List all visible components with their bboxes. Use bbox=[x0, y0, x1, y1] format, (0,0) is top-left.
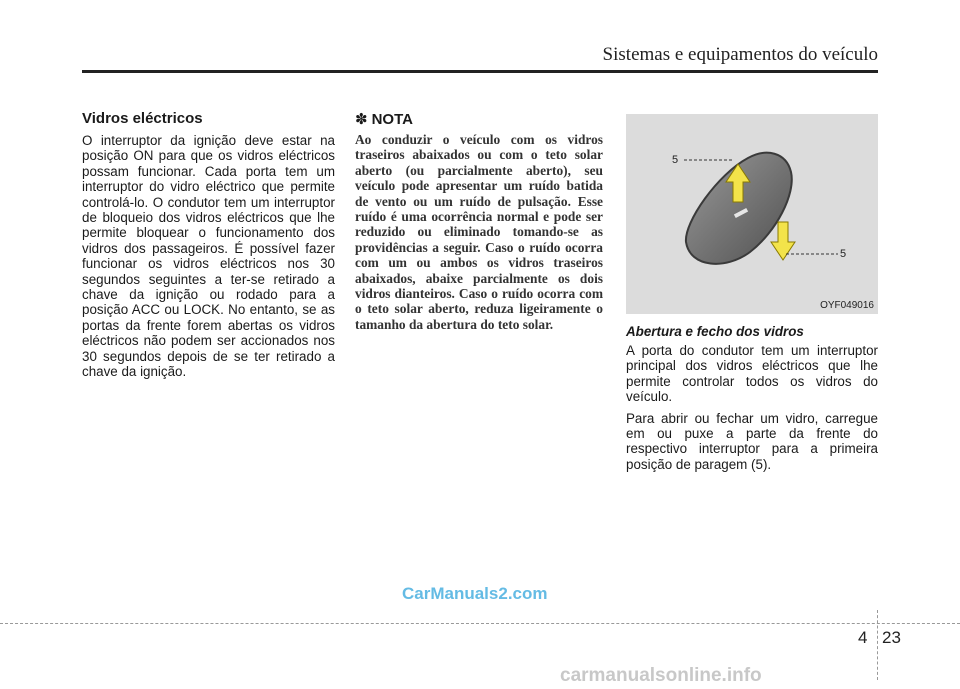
note-box bbox=[355, 110, 603, 332]
chapter-number: 4 bbox=[858, 628, 868, 647]
column-right bbox=[626, 112, 878, 478]
bottom-watermark: carmanualsonline.info bbox=[560, 665, 762, 686]
callout-bottom-label: 5 bbox=[840, 248, 847, 260]
note-text: Ao conduzir o veículo com os vidros traseiros abaixados ou com o teto solar aberto (ou parcialmente aberto), seu veículo pode apresentar um ruído batida de vento ou um ruído de pulsação. Esse ruído é uma ocorrência normal e pode ser reduzido ou eliminado tomando-se as providências a seguir. Caso o ruído ocorra com um ou ambos os vidros traseiros abaixados, abaixe parcialmente os dois vidros dianteiros. Caso o ruído ocorra com o teto solar aberto, reduza ligeiramente o tamanho da abertura do teto solar. bbox=[355, 132, 603, 332]
note-star-icon: ✽ bbox=[355, 111, 368, 128]
window-switch-figure bbox=[626, 114, 878, 314]
figure-code: OYF049016 bbox=[820, 300, 874, 311]
page-number: 23 bbox=[882, 628, 901, 647]
section-paragraph: O interruptor da ignição deve estar na posição ON para que os vidros eléctricos possam funcionar. Cada porta tem um interruptor do vidro eléctrico que permite controlá-lo. O condutor tem um interruptor de bloqueio dos vidros eléctricos que lhe permite bloquear o funcionamento dos vidros dos passageiros. É possível fazer funcionar os vidros eléctricos nos 30 segundos seguintes a ter-se retirado a chave da ignição ou rodado para a posição ACC ou LOCK. No entanto, se as portas da frente forem abertas os vidros eléctricos não podem ser accionados nos 30 segundos depois de se ter retirado a chave da ignição. bbox=[82, 133, 335, 380]
page-header-title: Sistemas e equipamentos do veículo bbox=[602, 44, 878, 65]
note-heading bbox=[355, 110, 603, 128]
subsection-paragraph-2: Para abrir ou fechar um vidro, carregue em ou puxe a parte da frente do respectivo interruptor para a primeira posição de paragem (5). bbox=[626, 410, 878, 472]
subsection-heading: Abertura e fecho dos vidros bbox=[626, 324, 804, 339]
footer-rule bbox=[0, 623, 960, 624]
window-switch-illustration bbox=[626, 114, 878, 314]
section-heading: Vidros eléctricos bbox=[82, 110, 203, 127]
subsection-paragraph-1: A porta do condutor tem um interruptor principal dos vidros eléctricos que lhe permite controlar todos os vidros do veículo. bbox=[626, 343, 878, 405]
callout-top-label: 5 bbox=[672, 154, 679, 166]
watermark-link[interactable]: CarManuals2.com bbox=[402, 584, 548, 603]
footer-divider bbox=[877, 610, 878, 680]
column-left bbox=[82, 110, 335, 386]
header-rule bbox=[82, 70, 878, 73]
note-heading-label: NOTA bbox=[371, 110, 413, 128]
